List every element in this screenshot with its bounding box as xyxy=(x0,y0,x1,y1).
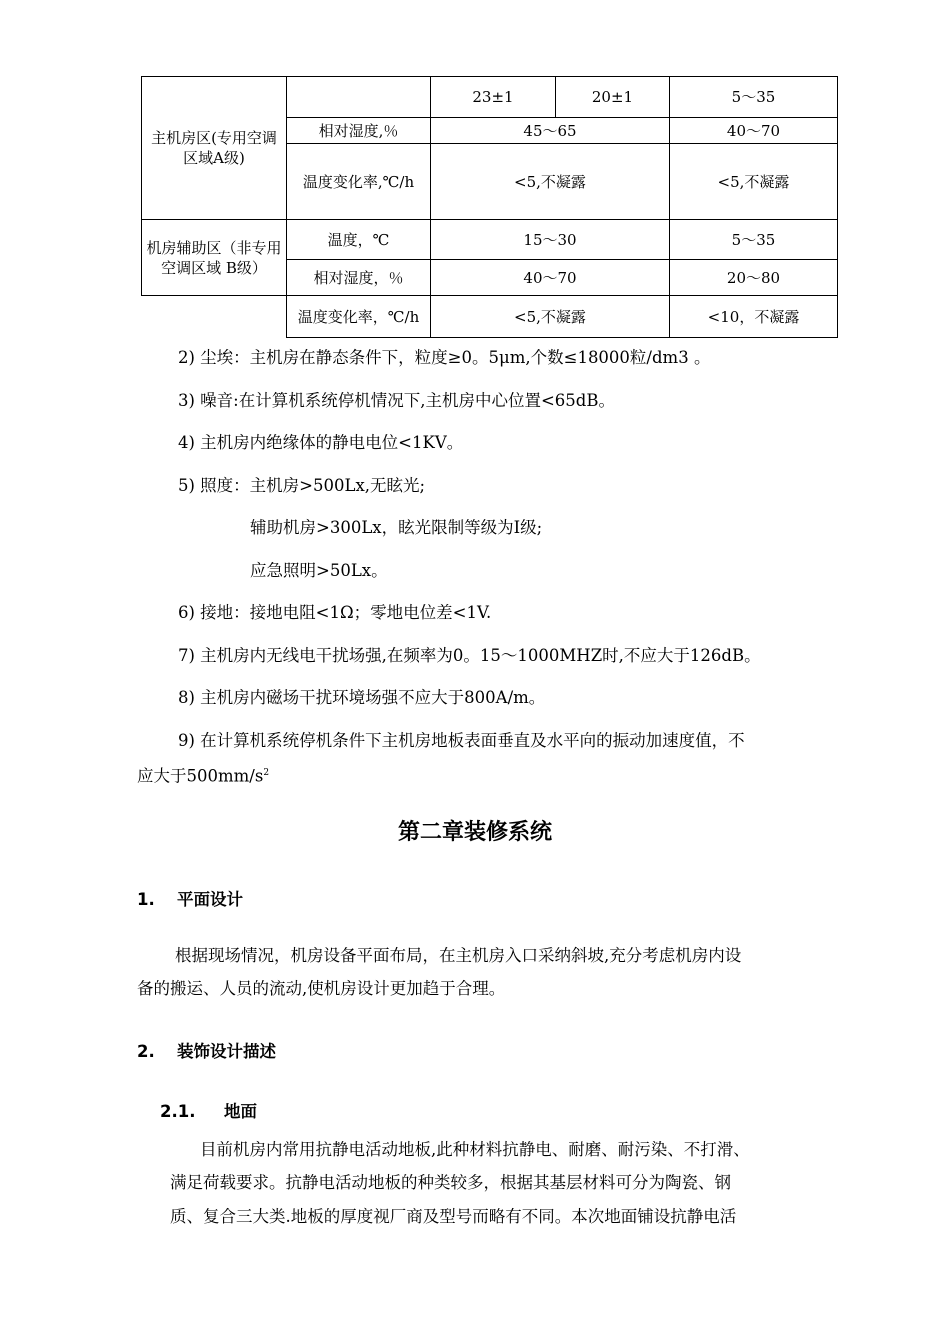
item-illuminance: 5) 照度：主机房>500Lx,无眩光; xyxy=(178,476,426,495)
item-noise: 3) 噪音:在计算机系统停机情况下,主机房中心位置<65dB。 xyxy=(178,391,615,410)
item-radio-interference: 7) 主机房内无线电干扰场强,在频率为0。15～1000MHZ时,不应大于126dB。 xyxy=(178,646,761,665)
section-number: 2.1. xyxy=(160,1102,196,1121)
cell-value: <5,不凝露 xyxy=(431,296,670,338)
section-title: 平面设计 xyxy=(177,890,243,909)
cell-value: 40～70 xyxy=(670,118,838,144)
item-illuminance-emergency: 应急照明>50Lx。 xyxy=(250,561,388,580)
section-title: 装饰设计描述 xyxy=(177,1042,276,1061)
cell-value: <10，不凝露 xyxy=(670,296,838,338)
item-dust: 2) 尘埃：主机房在静态条件下，粒度≥0。5μm,个数≤18000粒/dm3 。 xyxy=(178,348,711,367)
cell-param: 温度，℃ xyxy=(287,220,431,260)
cell-value: 5～35 xyxy=(670,220,838,260)
item-vibration-line1: 9) 在计算机系统停机条件下主机房地板表面垂直及水平向的振动加速度值，不 xyxy=(178,731,745,750)
empty-cell xyxy=(142,296,287,338)
table-row xyxy=(142,220,838,260)
table-row xyxy=(142,296,838,338)
item-illuminance-aux: 辅助机房>300Lx，眩光限制等级为Ⅰ级; xyxy=(250,518,543,537)
cell-value: <5,不凝露 xyxy=(431,144,670,220)
item-magnetic: 8) 主机房内磁场干扰环境场强不应大于800A/m。 xyxy=(178,688,546,707)
section21-body-line2: 满足荷载要求。抗静电活动地板的种类较多，根据其基层材料可分为陶瓷、钢 xyxy=(170,1173,731,1192)
section1-body-line1: 根据现场情况，机房设备平面布局，在主机房入口采纳斜坡,充分考虑机房内设 xyxy=(175,946,742,965)
item-vibration-line2 xyxy=(137,761,269,789)
cell-value: <5,不凝露 xyxy=(670,144,838,220)
cell-param: 温度变化率，℃/h xyxy=(287,296,431,338)
environment-spec-table-wrap xyxy=(141,76,837,338)
cell-value: 45～65 xyxy=(431,118,670,144)
cell-param: 温度变化率,℃/h xyxy=(287,144,431,220)
section21-body-line3: 质、复合三大类.地板的厚度视厂商及型号而略有不同。本次地面铺设抗静电活 xyxy=(170,1207,737,1226)
section-title: 地面 xyxy=(224,1102,257,1121)
table-row xyxy=(142,77,838,118)
section1-body-line2: 备的搬运、人员的流动,使机房设计更加趋于合理。 xyxy=(137,979,506,998)
cell-value: 15～30 xyxy=(431,220,670,260)
section-number: 2. xyxy=(137,1042,155,1061)
item-static: 4) 主机房内绝缘体的静电电位<1KV。 xyxy=(178,433,464,452)
vibration-text: 应大于500mm/s xyxy=(137,766,264,786)
cell-param: 相对湿度，％ xyxy=(287,260,431,296)
group-label-a: 主机房区(专用空调区域A级) xyxy=(142,77,287,220)
cell-value: 20±1 xyxy=(556,77,670,118)
cell-value: 20～80 xyxy=(670,260,838,296)
cell-param xyxy=(287,77,431,118)
cell-value: 40～70 xyxy=(431,260,670,296)
section-heading-1 xyxy=(137,886,243,910)
environment-spec-table xyxy=(141,76,838,338)
item-grounding: 6) 接地：接地电阻<1Ω；零地电位差<1V. xyxy=(178,603,492,622)
group-label-b: 机房辅助区（非专用空调区域 B级） xyxy=(142,220,287,296)
section-heading-2-1 xyxy=(160,1098,257,1122)
cell-value: 23±1 xyxy=(431,77,556,118)
cell-value: 5～35 xyxy=(670,77,838,118)
section-number: 1. xyxy=(137,890,155,909)
cell-param: 相对湿度,％ xyxy=(287,118,431,144)
chapter-title: 第二章装修系统 xyxy=(397,820,552,845)
section21-body-line1: 目前机房内常用抗静电活动地板,此种材料抗静电、耐磨、耐污染、不打滑、 xyxy=(200,1140,750,1159)
section-heading-2 xyxy=(137,1038,276,1062)
superscript: 2 xyxy=(263,768,270,778)
